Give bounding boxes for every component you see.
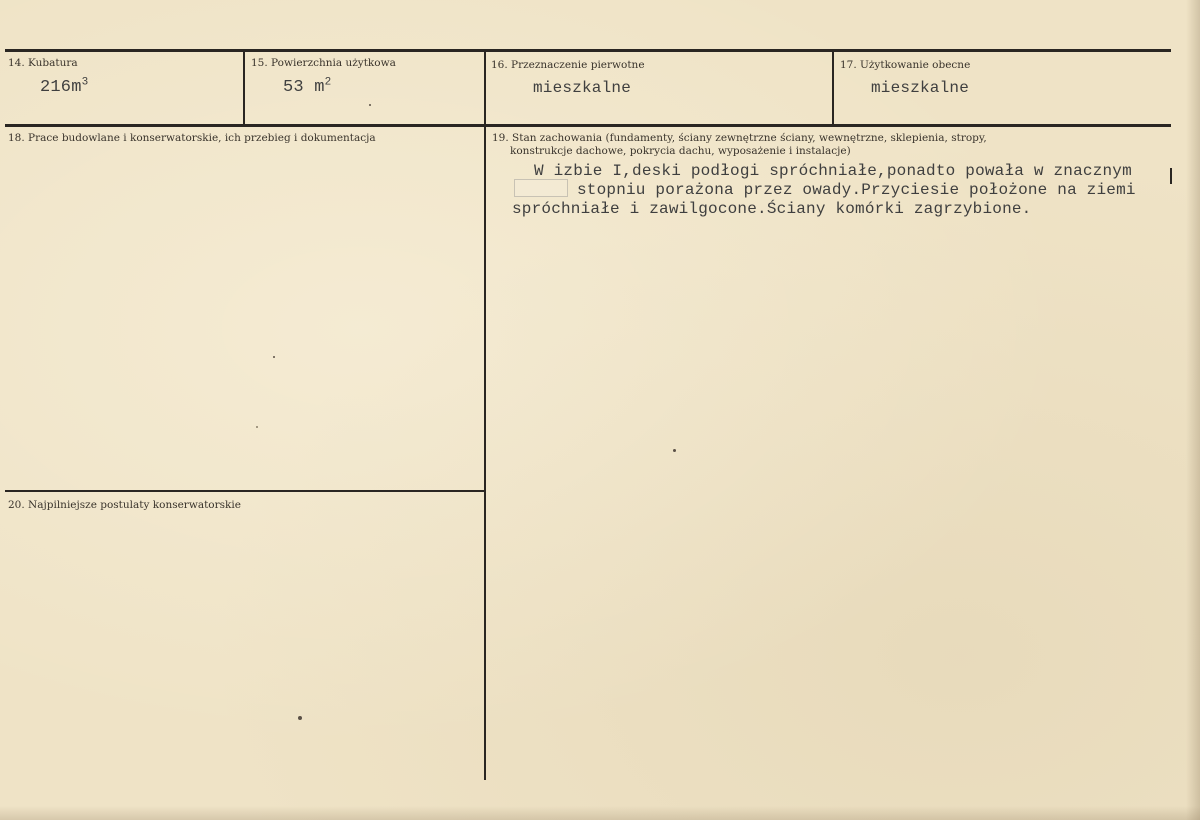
top-rule bbox=[5, 49, 1171, 52]
row1-bottom-rule bbox=[5, 124, 1171, 127]
col-divider-15-16 bbox=[484, 51, 486, 780]
field-19-text-line-3: spróchniałe i zawilgocone.Ściany komórki zagrzybione. bbox=[512, 200, 1032, 218]
field-15-value-text: 53 m bbox=[283, 78, 325, 97]
correction-box bbox=[514, 179, 568, 197]
paper-speck bbox=[298, 716, 302, 720]
paper-right-edge bbox=[1186, 0, 1200, 820]
paper-speck bbox=[673, 449, 676, 452]
field-17-value: mieszkalne bbox=[871, 79, 970, 97]
field-14-value bbox=[40, 78, 88, 97]
paper-speck bbox=[369, 104, 371, 106]
col-divider-14-15 bbox=[243, 51, 245, 125]
paper-bottom-edge bbox=[0, 806, 1200, 820]
field-19-text-line-2: stopniu porażona przez owady.Przyciesie położone na ziemi bbox=[577, 181, 1136, 199]
field-16-label: 16. Przeznaczenie pierwotne bbox=[491, 59, 645, 71]
field-18-label: 18. Prace budowlane i konserwatorskie, ich przebieg i dokumentacja bbox=[8, 132, 376, 144]
field-15-label: 15. Powierzchnia użytkowa bbox=[251, 57, 396, 69]
col-divider-16-17 bbox=[832, 51, 834, 125]
field-14-label: 14. Kubatura bbox=[8, 57, 78, 69]
field-14-value-exponent: 3 bbox=[81, 76, 89, 89]
paper-speck bbox=[273, 356, 275, 358]
field-20-label: 20. Najpilniejsze postulaty konserwatorskie bbox=[8, 499, 241, 511]
field-19-label-line-2: konstrukcje dachowe, pokrycia dachu, wyposażenie i instalacje) bbox=[510, 145, 851, 157]
section-18-20-divider bbox=[5, 490, 485, 492]
field-17-label: 17. Użytkowanie obecne bbox=[840, 59, 971, 71]
right-column-mark bbox=[1170, 168, 1172, 184]
field-15-value-exponent: 2 bbox=[324, 76, 332, 89]
field-19-text-line-1: W izbie I,deski podłogi spróchniałe,ponadto powała w znacznym bbox=[534, 162, 1132, 180]
field-16-value: mieszkalne bbox=[533, 79, 632, 97]
field-15-value bbox=[283, 78, 331, 97]
field-14-value-text: 216m bbox=[40, 78, 82, 97]
paper-speck bbox=[256, 426, 258, 428]
field-19-label-line-1: 19. Stan zachowania (fundamenty, ściany zewnętrzne ściany, wewnętrzne, sklepienia, stropy, bbox=[492, 132, 987, 144]
